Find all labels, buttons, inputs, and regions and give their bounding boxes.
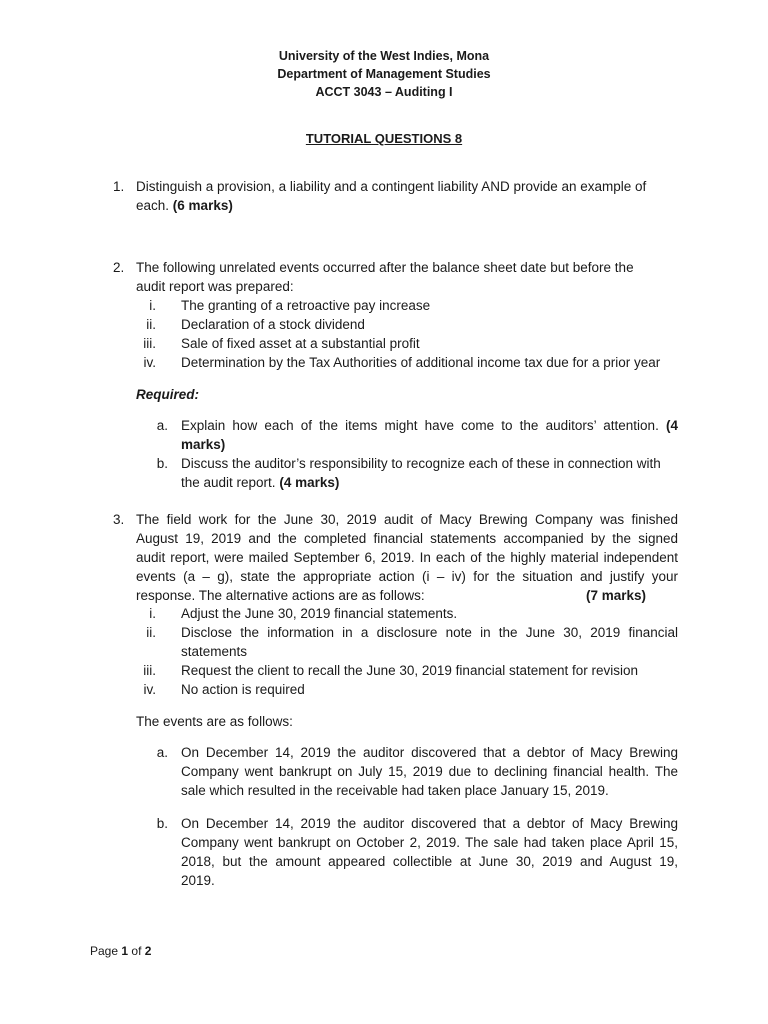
q3-line: The field work for the June 30, 2019 audit of Macy Brewing Company was finished	[136, 512, 678, 527]
q2-part-b-line2: the audit report. (4 marks)	[181, 475, 340, 490]
q2-part-a	[181, 416, 678, 454]
q2-event-numeral: i.	[149, 298, 156, 313]
q3-action-numeral: ii.	[146, 625, 156, 640]
q1-line1: Distinguish a provision, a liability and a contingent liability AND provide an example of	[136, 179, 647, 194]
q2-part-a-line1: Explain how each of the items might have come to the auditors’ attention. (4	[181, 418, 678, 433]
q2-event-text: The granting of a retroactive pay increase	[181, 298, 431, 313]
q2-intro	[136, 258, 678, 296]
q3-action-text: Disclose the information in a disclosure note in the June 30, 2019 financial statements	[181, 625, 678, 659]
q2-intro-line2: audit report was prepared:	[136, 279, 294, 294]
department-name: Department of Management Studies	[277, 67, 491, 81]
q2-part-b	[181, 454, 678, 492]
required-label: Required:	[136, 387, 200, 402]
q3-event-letter: b.	[156, 816, 168, 831]
university-name: University of the West Indies, Mona	[278, 49, 490, 63]
q3-events-intro: The events are as follows:	[136, 714, 293, 729]
q3-action-numeral: iv.	[143, 682, 156, 697]
q2-event-numeral: iii.	[143, 336, 156, 351]
q2-part-letter: b.	[156, 456, 168, 471]
q3-action-text: Request the client to recall the June 30, 2019 financial statement for revision	[181, 663, 639, 678]
q3-event-a: On December 14, 2019 the auditor discovered that a debtor of Macy Brewing Company went bankrupt on July 15, 2019 due to declining financial health. The sale which resulted in the receivable had taken place January 15, 2019.	[181, 745, 678, 798]
q3-intro	[136, 510, 678, 605]
q3-action-numeral: i.	[149, 606, 156, 621]
page-footer: Page 1 of 2	[90, 944, 152, 958]
q2-part-b-line1: Discuss the auditor’s responsibility to recognize each of these in connection with	[181, 456, 661, 471]
q2-event-text: Declaration of a stock dividend	[181, 317, 365, 332]
q3-marks: (7 marks)	[586, 588, 647, 603]
course-title: ACCT 3043 – Auditing I	[315, 85, 453, 99]
q3-action-numeral: iii.	[143, 663, 156, 678]
q2-event-text: Sale of fixed asset at a substantial profit	[181, 336, 420, 351]
q3-event-b: On December 14, 2019 the auditor discovered that a debtor of Macy Brewing Company went bankrupt on October 2, 2019. The sale had taken place April 15, 2018, but the amount appeared collectible at June 30, 2019 and August 19, 2019.	[181, 816, 678, 888]
q2-event-numeral: iv.	[143, 355, 156, 370]
q1-number: 1.	[113, 179, 125, 194]
q2-part-letter: a.	[156, 418, 168, 433]
q2-part-a-line2: marks)	[181, 437, 226, 452]
q3-line: audit report, were mailed September 6, 2019. In each of the highly material independent	[136, 550, 678, 565]
page-title: TUTORIAL QUESTIONS 8	[305, 131, 463, 146]
q2-event-numeral: ii.	[146, 317, 156, 332]
q3-line-last: response. The alternative actions are as follows: (7 marks)	[136, 588, 647, 603]
q1-line2: each. (6 marks)	[136, 198, 233, 213]
q2-event-text: Determination by the Tax Authorities of additional income tax due for a prior year	[181, 355, 661, 370]
q3-line: events (a – g), state the appropriate action (i – iv) for the situation and justify your	[136, 569, 678, 584]
q1-marks: (6 marks)	[172, 198, 233, 213]
q3-line: August 19, 2019 and the completed financial statements accompanied by the signed	[136, 531, 678, 546]
q3-action-text: No action is required	[181, 682, 305, 697]
q1-text	[136, 177, 678, 215]
q2-intro-line1: The following unrelated events occurred after the balance sheet date but before the	[136, 260, 634, 275]
q3-number: 3.	[113, 512, 125, 527]
q2-number: 2.	[113, 260, 125, 275]
q3-event-letter: a.	[156, 745, 168, 760]
q3-action-text: Adjust the June 30, 2019 financial statements.	[181, 606, 458, 621]
